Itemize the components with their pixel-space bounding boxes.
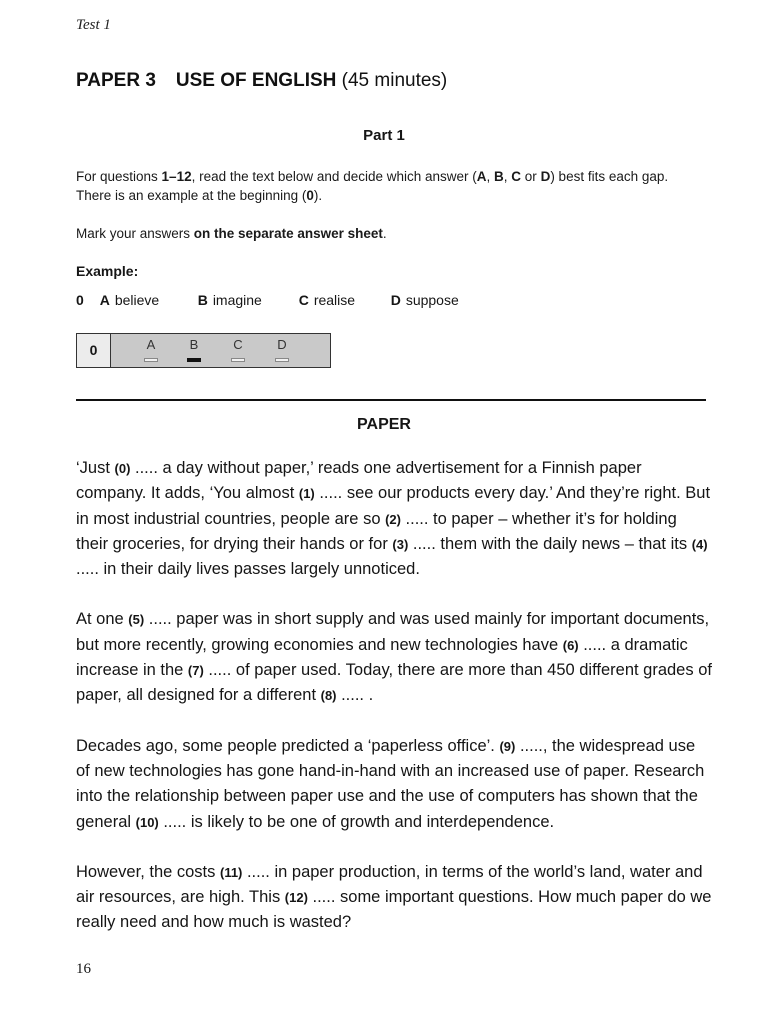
paper-duration: (45 minutes) xyxy=(341,70,448,91)
example-answer-grid xyxy=(76,333,331,368)
example-option-c: C realise xyxy=(298,292,356,308)
answer-letter-b: B xyxy=(189,337,199,352)
example-option-b: B imagine xyxy=(197,292,262,308)
example-number: 0 xyxy=(76,292,84,308)
answer-grid-number: 0 xyxy=(77,334,111,367)
gap-10: (10) xyxy=(135,814,159,830)
example-label: Example: xyxy=(76,263,139,279)
text-title: PAPER xyxy=(357,416,411,433)
passage-paragraph-1: ‘Just (0) ..... a day without paper,’ reads one advertisement for a Finnish paper company. It adds, ‘You almost (1) ..... see our products every day.’ And they’re right. But in most industrial countries, people are so (2) ..... to paper – whether it’s for holding their groceries, for drying their hands or for (3) ..... them with the daily news – that its (4) ..... in their daily lives passes largely unnoticed. xyxy=(76,459,711,579)
passage-paragraph-4: However, the costs (11) ..... in paper production, in terms of the world’s land, water and air resources, are high. This (12) ..... some important questions. How much paper do we really need and how much is wasted? xyxy=(76,862,712,932)
gap-9: (9) xyxy=(499,738,516,754)
answer-letter-c: C xyxy=(233,337,243,352)
example-option-d: D suppose xyxy=(390,292,459,308)
answer-mark-c xyxy=(231,358,245,362)
gap-4: (4) xyxy=(691,536,708,552)
instruction-line-1: For questions 1–12, read the text below and decide which answer (A, B, C or D) best fits each gap. xyxy=(76,169,669,184)
passage-paragraph-2: At one (5) ..... paper was in short supply and was used mainly for important documents, but more recently, growing economies and new technologies have (6) ..... a dramatic increase in the (7) ..... of paper used. Today, there are more than 450 different grades of paper, all designed for a different (8) ..... . xyxy=(76,610,712,705)
gap-3: (3) xyxy=(392,536,409,552)
answer-letter-d: D xyxy=(277,337,287,352)
gap-0: (0) xyxy=(114,461,131,476)
section-divider xyxy=(76,399,706,401)
paper-number: PAPER 3 xyxy=(76,70,156,91)
passage-paragraph-3: Decades ago, some people predicted a ‘paperless office’. (9) ....., the widespread use of new technologies has gone hand-in-hand with an increased use of paper. Research into the relationship between paper use and the use of computers has shown that the general (10) ..... is likely to be one of growth and interdependence. xyxy=(76,736,705,831)
page-number: 16 xyxy=(76,961,91,977)
mark-instruction: Mark your answers on the separate answer sheet. xyxy=(76,226,387,241)
answer-mark-a xyxy=(144,358,158,362)
example-option-a: A believe xyxy=(99,292,160,308)
gap-12: (12) xyxy=(284,890,308,906)
gap-11: (11) xyxy=(219,864,243,880)
instructions xyxy=(76,167,716,205)
paper-name: USE OF ENGLISH xyxy=(175,70,337,91)
answer-mark-d xyxy=(275,358,289,362)
gap-6: (6) xyxy=(562,637,579,653)
gap-1: (1) xyxy=(298,486,315,502)
gap-8: (8) xyxy=(320,688,337,704)
gap-5: (5) xyxy=(128,612,145,628)
gap-7: (7) xyxy=(187,663,204,679)
paper-title xyxy=(76,70,447,92)
answer-letter-a: A xyxy=(146,337,156,352)
gap-2: (2) xyxy=(385,511,401,527)
answer-mark-b xyxy=(187,358,201,362)
part-heading: Part 1 xyxy=(363,127,405,144)
passage xyxy=(76,456,712,961)
running-header: Test 1 xyxy=(76,17,111,33)
instruction-line-2: There is an example at the beginning (0). xyxy=(76,188,323,203)
example-options xyxy=(76,292,459,308)
